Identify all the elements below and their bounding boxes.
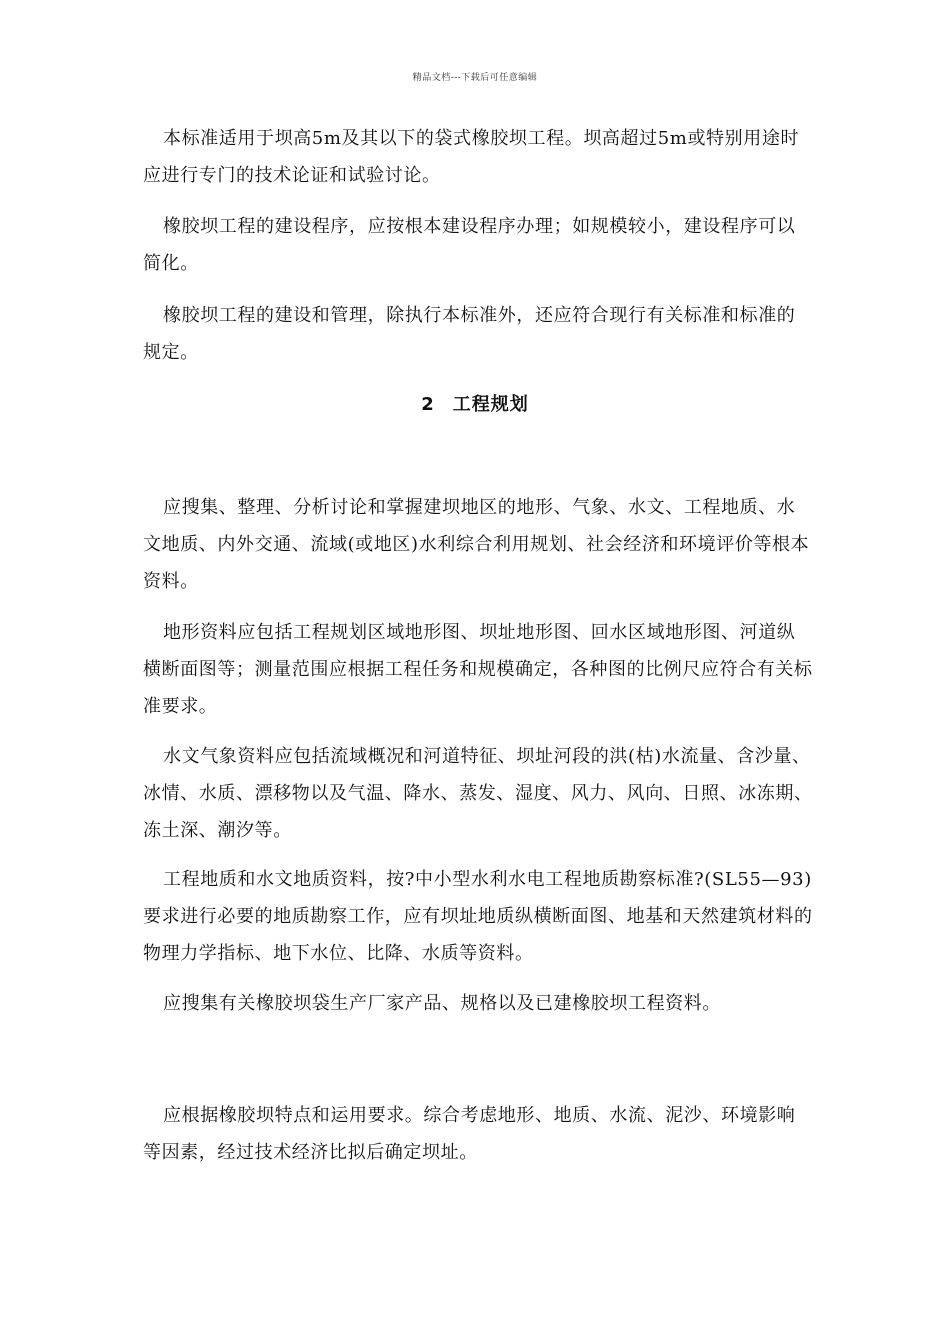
paragraph-topography: 地形资料应包括工程规划区域地形图、坝址地形图、回水区域地形图、河道纵横断面图等；测量范围应根据工程任务和规模确定，各种图的比例尺应符合有关标准要求。 [143, 622, 813, 717]
paragraph-manufacturers: 应搜集有关橡胶坝袋生产厂家产品、规格以及已建橡胶坝工程资料。 [163, 993, 721, 1014]
section-number: 2 [421, 394, 435, 415]
section-title: 工程规划 [452, 394, 529, 415]
paragraph-geology: 工程地质和水文地质资料，按?中小型水利水电工程地质勘察标准?(SL55—93)要求进行必要的地质勘察工作，应有坝址地质纵横断面图、地基和天然建筑材料的物理力学指标、地下水位、比降、水质等资料。 [143, 869, 813, 964]
paragraph-management: 橡胶坝工程的建设和管理，除执行本标准外，还应符合现行有关标准和标准的规定。 [143, 305, 796, 363]
paragraph-hydrology: 水文气象资料应包括流域概况和河道特征、坝址河段的洪(枯)水流量、含沙量、冰情、水质、漂移物以及气温、降水、蒸发、湿度、风力、风向、日照、冰冻期、冻土深、潮汐等。 [143, 746, 813, 841]
paragraph-basic-data: 应搜集、整理、分析讨论和掌握建坝地区的地形、气象、水文、工程地质、水文地质、内外交通、流域(或地区)水利综合利用规划、社会经济和环境评价等根本资料。 [143, 497, 810, 592]
paragraph-construction-procedure: 橡胶坝工程的建设程序，应按根本建设程序办理；如规模较小，建设程序可以简化。 [143, 216, 796, 274]
page-header: 精品文档---下载后可任意编辑 [412, 73, 538, 83]
paragraph-site-selection: 应根据橡胶坝特点和运用要求。综合考虑地形、地质、水流、泥沙、环境影响等因素，经过技术经济比拟后确定坝址。 [143, 1105, 796, 1163]
section-heading [0, 390, 950, 420]
paragraph-scope: 本标准适用于坝高5m及其以下的袋式橡胶坝工程。坝高超过5m或特别用途时应进行专门的技术论证和试验讨论。 [143, 128, 800, 186]
